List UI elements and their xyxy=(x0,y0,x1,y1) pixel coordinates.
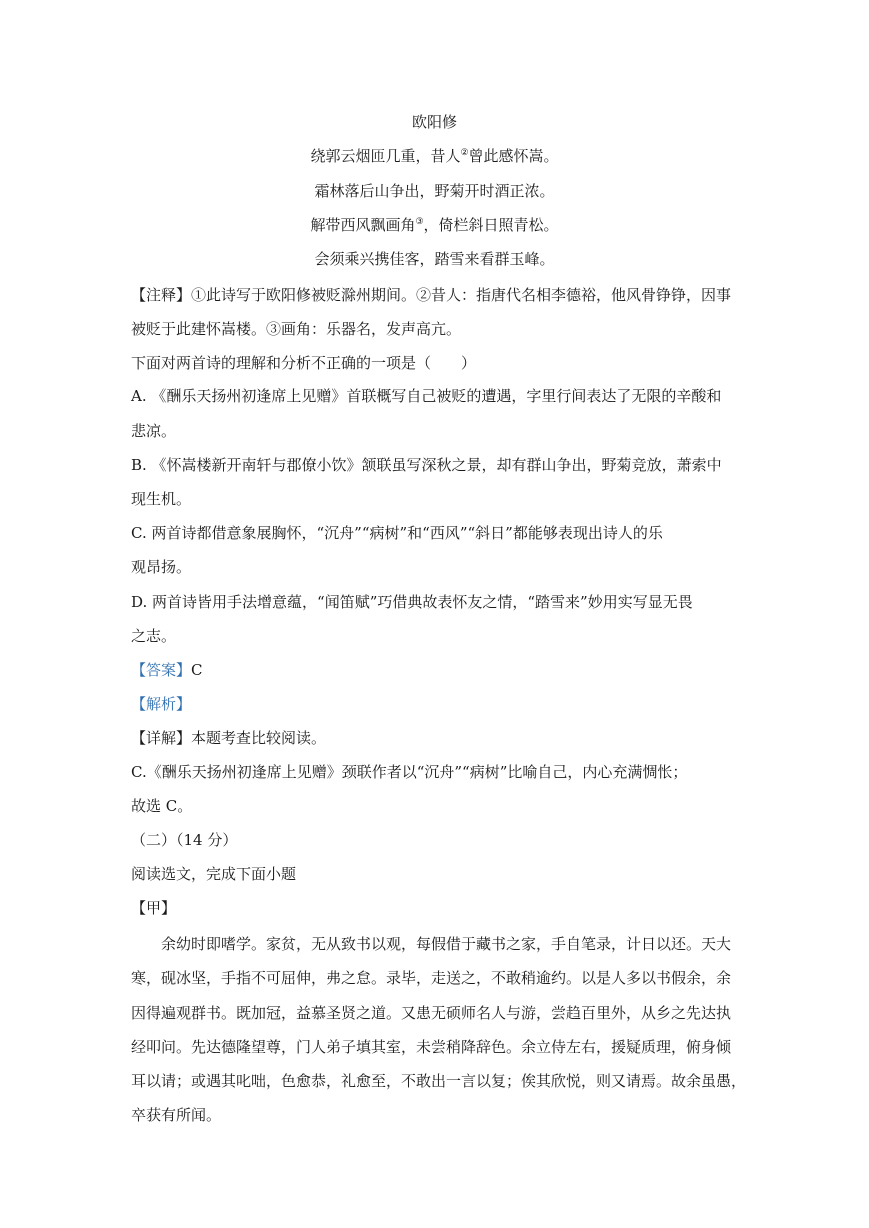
passage-line-4: 经叩问。先达德隆望尊，门人弟子填其室，未尝稍降辞色。余立侍左右，援疑质理，俯身倾 xyxy=(131,1038,732,1056)
passage-line-3: 因得遍观群书。既加冠，益慕圣贤之道。又患无硕师名人与游，尝趋百里外，从乡之先达执 xyxy=(131,1004,732,1022)
passage-line-6: 卒获有所闻。 xyxy=(131,1106,222,1124)
option-d-line-2: 之志。 xyxy=(131,627,177,645)
section2-title: （二）（14 分） xyxy=(131,831,238,849)
answer-value: C xyxy=(191,661,203,679)
analysis-line-1: C.《酬乐天扬州初逢席上见赠》颈联作者以“沉舟”“病树”比喻自己，内心充满惆怅； xyxy=(131,763,688,781)
section2-jia: 【甲】 xyxy=(131,899,177,917)
footnote-marker: ③ xyxy=(415,217,424,227)
option-b-line-2: 现生机。 xyxy=(131,490,192,508)
option-b-line-1: B. 《怀嵩楼新开南轩与郡僚小饮》颔联虽写深秋之景，却有群山争出，野菊竞放，萧索中 xyxy=(131,456,722,474)
section2-instruction: 阅读选文，完成下面小题 xyxy=(131,865,297,883)
option-a-line-1: A. 《酬乐天扬州初逢席上见赠》首联概写自己被贬的遭遇，字里行间表达了无限的辛酸和 xyxy=(131,387,722,405)
poem-line-2: 霜林落后山争出，野菊开时酒正浓。 xyxy=(314,182,555,200)
notes-line-2: 被贬于此建怀嵩楼。③画角：乐器名，发声高亢。 xyxy=(131,320,462,338)
poem-line-4: 会须乘兴携佳客，踏雪来看群玉峰。 xyxy=(314,250,555,268)
poem-author: 欧阳修 xyxy=(411,113,457,131)
question-stem: 下面对两首诗的理解和分析不正确的一项是（ ） xyxy=(131,354,477,372)
poem-line-3: 解带西风飘画角③，倚栏斜日照青松。 xyxy=(310,216,559,234)
option-d-line-1: D. 两首诗皆用手法增意蕴，“闻笛赋”巧借典故表怀友之情，“踏雪来”妙用实写显无畏 xyxy=(131,593,693,611)
answer-label: 【答案】 xyxy=(131,661,192,679)
option-a-line-2: 悲凉。 xyxy=(131,422,177,440)
answer-line xyxy=(131,660,203,680)
poem-line-1: 绕郭云烟匝几重，昔人②曾此感怀嵩。 xyxy=(310,147,559,165)
passage-line-1: 余幼时即嗜学。家贫，无从致书以观，每假借于藏书之家，手自笔录，计日以还。天大 xyxy=(161,935,732,953)
notes-line-1: 【注释】①此诗写于欧阳修被贬滁州期间。②昔人：指唐代名相李德裕，他风骨铮铮，因事 xyxy=(131,286,732,304)
analysis-detail: 【详解】本题考查比较阅读。 xyxy=(131,729,327,747)
passage-line-5: 耳以请；或遇其叱咄，色愈恭，礼愈至，不敢出一言以复；俟其欣悦，则又请焉。故余虽愚， xyxy=(131,1072,747,1090)
passage-line-2: 寒，砚冰坚，手指不可屈伸，弗之怠。录毕，走送之，不敢稍逾约。以是人多以书假余，余 xyxy=(131,969,732,987)
footnote-marker: ② xyxy=(460,148,469,158)
option-c-line-1: C. 两首诗都借意象展胸怀，“沉舟”“病树”和“西风”“斜日”都能够表现出诗人的乐 xyxy=(131,524,663,542)
analysis-line-2: 故选 C。 xyxy=(131,797,193,815)
option-c-line-2: 观昂扬。 xyxy=(131,558,192,576)
analysis-label: 【解析】 xyxy=(131,695,192,713)
